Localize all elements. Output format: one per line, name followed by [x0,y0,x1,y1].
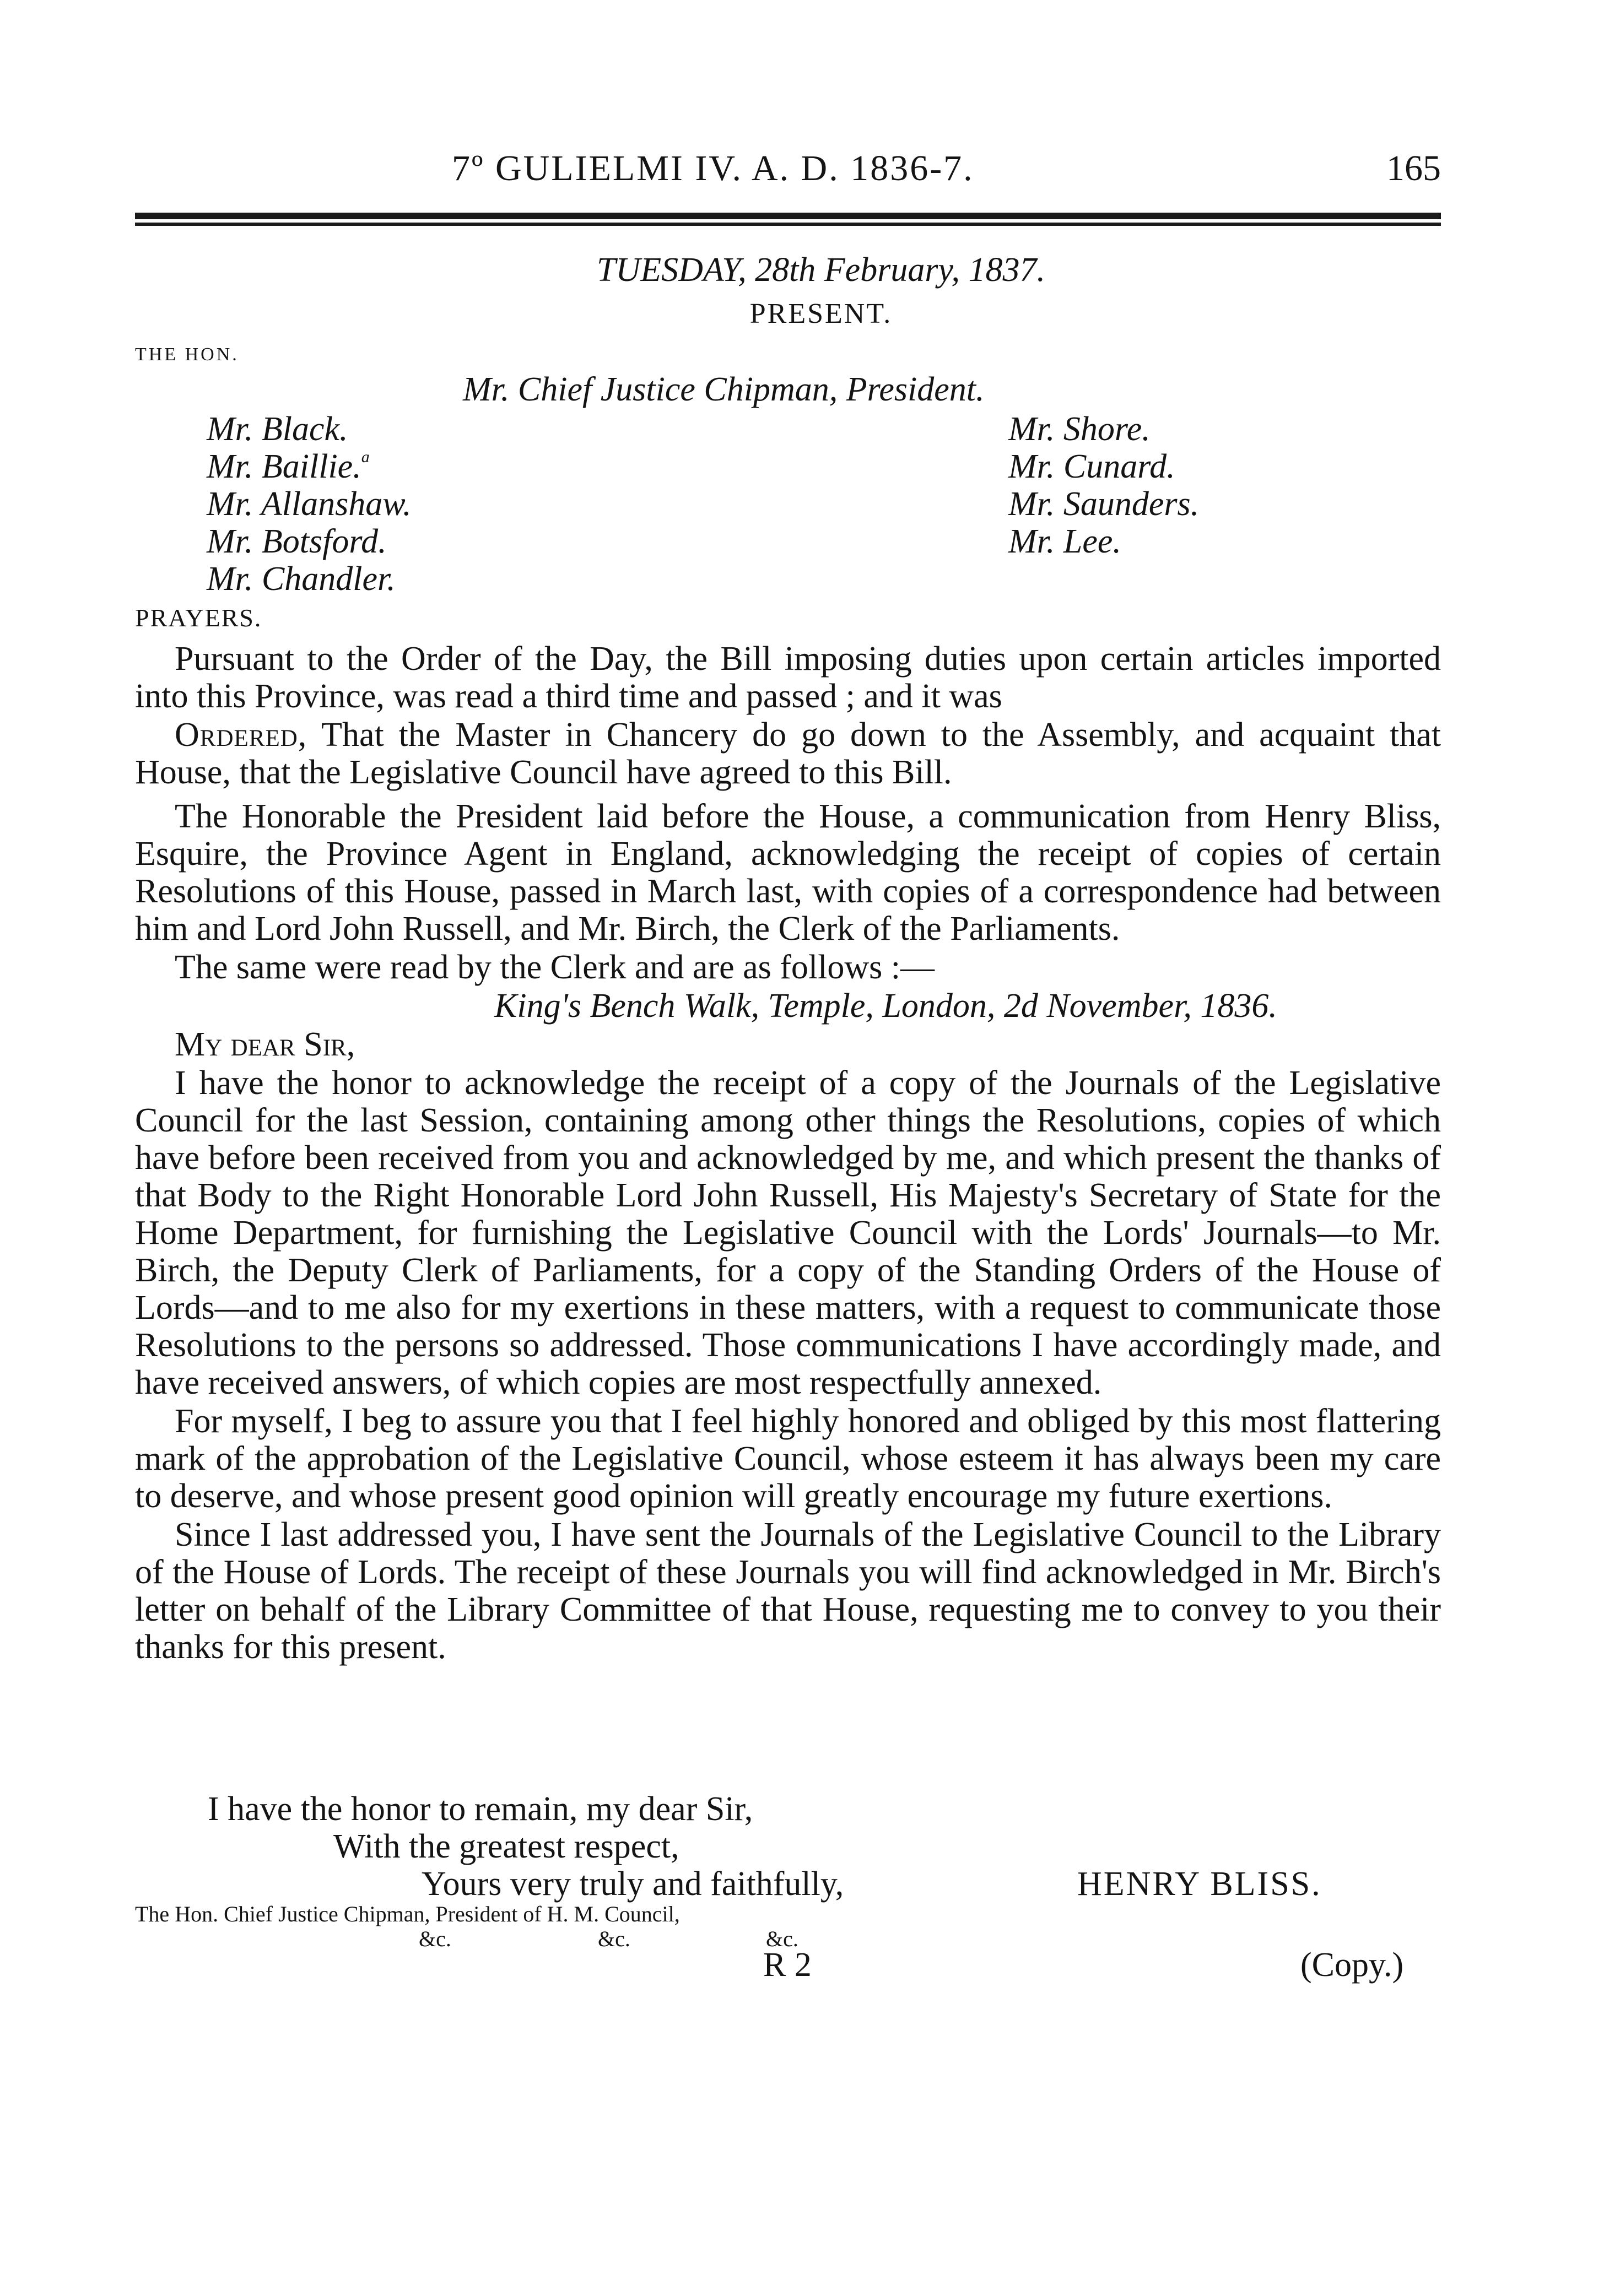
footnote-mark: a [361,448,370,466]
paragraph-communication: The Honorable the President laid before the House, a communication from Henry Bliss, Esquire, the Province Agent in England, acknowledging the receipt of copies of certain Resolutions of this House, passed in March last, with copies of a correspondence had between him and Lord John Russell, and Mr. Birch, the Clerk of the Parliaments. [135,798,1441,947]
signature: HENRY BLISS. [1077,1865,1322,1903]
etc-mark: &c. [419,1926,451,1951]
etc-mark: &c. [598,1926,630,1951]
prayers-label: PRAYERS. [135,604,262,632]
ordered-text: That the Master in Chancery do go down to the Assembly, and acquaint that House, that the Legislative Council have agreed to this Bill. [135,716,1441,791]
paragraph-ordered [135,716,1441,791]
the-hon-label: THE HON. [135,344,239,365]
members-right-column [1008,410,1199,560]
member-name: Mr. Botsford. [207,523,387,560]
ordered-word: Ordered, [175,716,307,754]
member-name-text: Mr. Baillie. [207,448,361,485]
sitting-date: TUESDAY, 28th February, 1837. [596,251,1046,289]
closing-line-3 [135,1865,1441,1903]
members-left-column [207,410,412,598]
letter-salutation: My dear Sir, [175,1026,355,1063]
header-rule-thin [135,223,1441,226]
body-text [135,640,1441,1667]
running-title: 7º GULIELMI IV. A. D. 1836-7. [452,148,974,188]
member-name: Mr. Black. [207,410,348,448]
present-heading: PRESENT. [749,298,893,329]
member-name: Mr. Chandler. [207,560,396,598]
member-name: Mr. Shore. [1008,410,1151,448]
etc-mark: &c. [766,1926,798,1951]
member-name: Mr. Lee. [1008,523,1121,560]
header-rule [135,213,1441,219]
closing-text: Yours very truly and faithfully, [422,1865,844,1903]
member-name [207,448,412,485]
running-head [0,148,1620,197]
member-name: Mr. Saunders. [1008,485,1200,523]
page-number: 165 [1386,148,1441,188]
paragraph-bill: Pursuant to the Order of the Day, the Bill imposing duties upon certain articles imported into this Province, was read a third time and passed ; and it was [135,640,1441,715]
printer-signature-mark: R 2 [763,1946,812,1984]
president-line: Mr. Chief Justice Chipman, President. [463,371,985,408]
letter-paragraph-2: For myself, I beg to assure you that I feel highly honored and obliged by this most flattering mark of the approbation of the Legislative Council, whose esteem it has always been my care to deserve, and whose present good opinion will greatly encourage my future exertions. [135,1402,1441,1515]
letter-paragraph-1: I have the honor to acknowledge the receipt of a copy of the Journals of the Legislative Council for the last Session, containing among other things the Resolutions, copies of which have before been received from you and acknowledged by me, and which present the thanks of that Body to the Right Honorable Lord John Russell, His Majesty's Secretary of State for the Home Department, for furnishing the Legislative Council with the Lords' Journals—to Mr. Birch, the Deputy Clerk of Parliaments, for a copy of the Standing Orders of the House of Lords—and to me also for my exertions in these matters, with a request to communicate those Resolutions to the persons so addressed. Those communications I have accordingly made, and have received answers, of which copies are most respectfully annexed. [135,1064,1441,1401]
letter-paragraph-3: Since I last addressed you, I have sent the Journals of the Legislative Council to the Library of the House of Lords. The receipt of these Journals you will find acknowledged in Mr. Birch's letter on behalf of the Library Committee of that House, requesting me to convey to you their thanks for this present. [135,1516,1441,1666]
letter-place-date: King's Bench Walk, Temple, London, 2d November, 1836. [494,987,1277,1025]
closing-line-2: With the greatest respect, [333,1828,679,1865]
closing-line-1: I have the honor to remain, my dear Sir, [208,1790,753,1828]
copy-catchword: (Copy.) [1300,1946,1404,1984]
addressee-line: The Hon. Chief Justice Chipman, President of H. M. Council, [135,1902,680,1926]
paragraph-read: The same were read by the Clerk and are as follows :— [175,949,935,986]
member-name: Mr. Cunard. [1008,448,1175,485]
letter-closing [135,1790,1441,1903]
member-name: Mr. Allanshaw. [207,485,412,523]
